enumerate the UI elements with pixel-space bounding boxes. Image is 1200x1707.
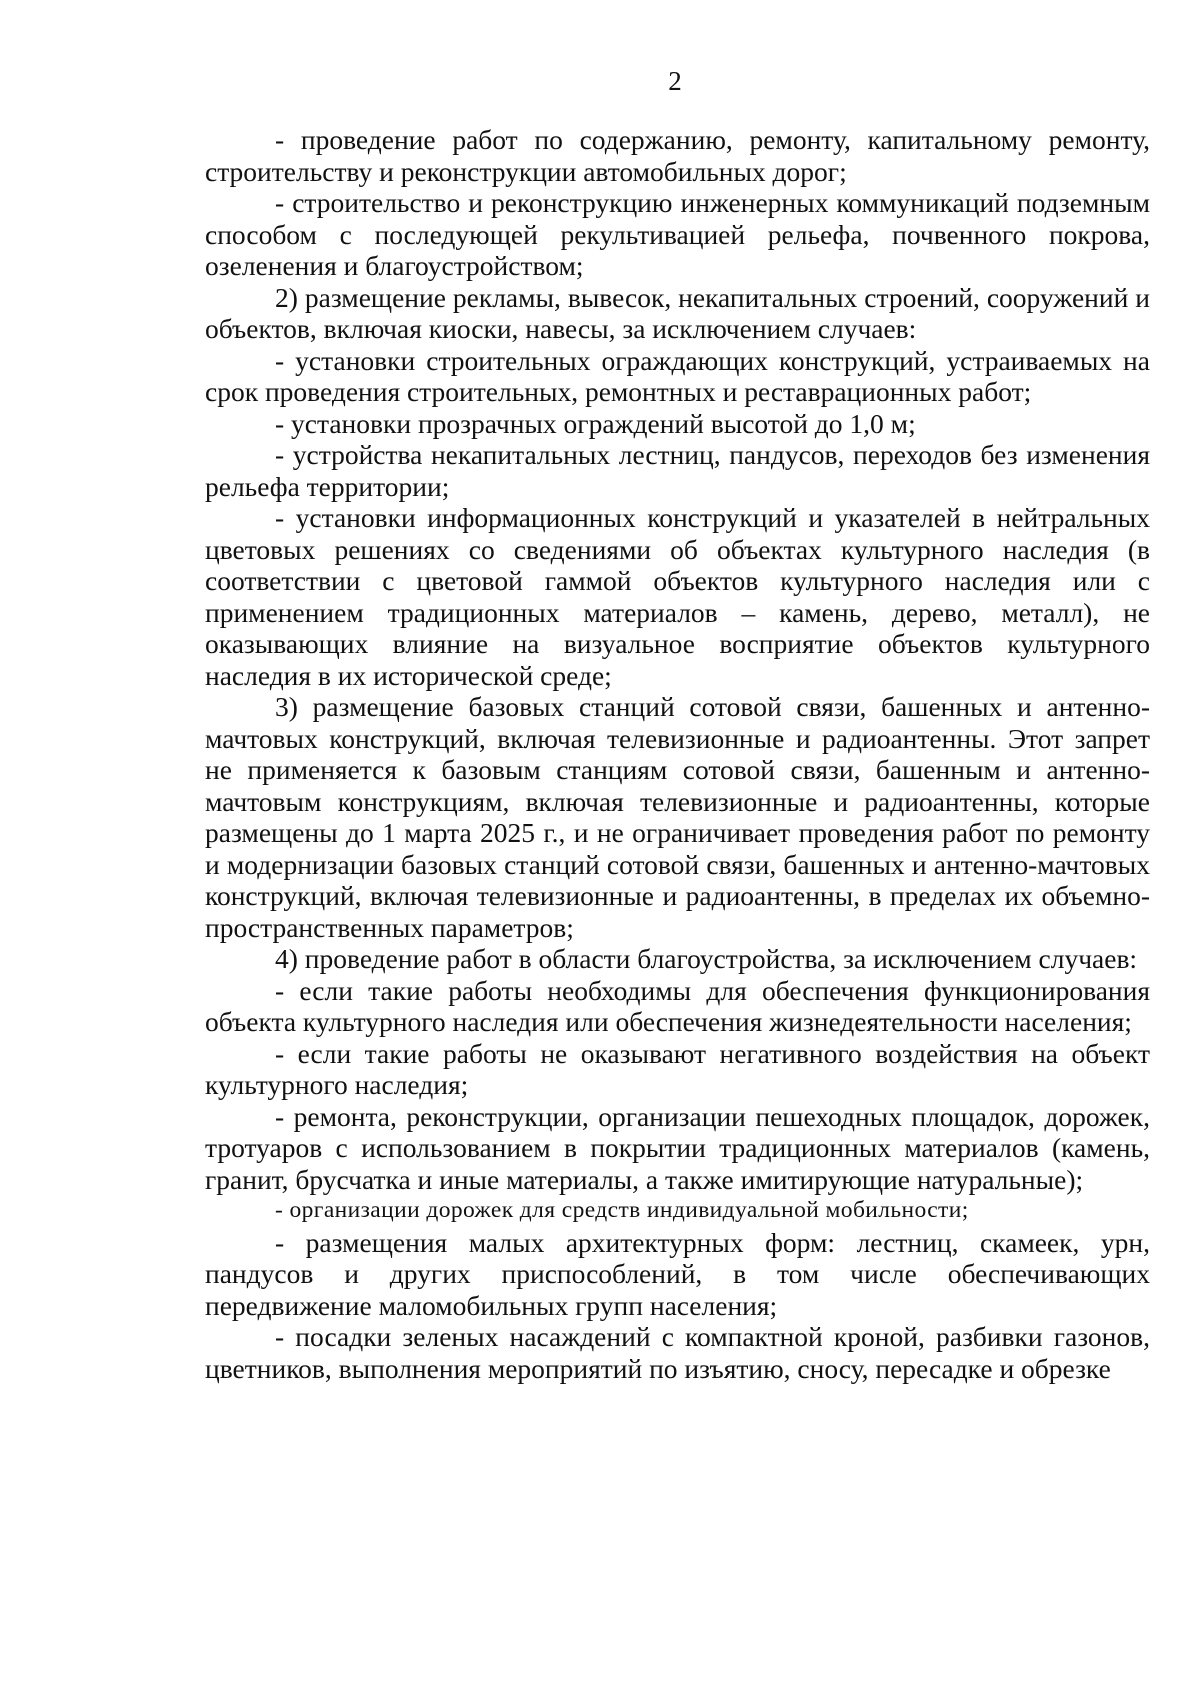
paragraph: 4) проведение работ в области благоустройства, за исключением случаев:	[275, 943, 1138, 974]
page-number: 2	[668, 66, 682, 96]
paragraph: - размещения малых архитектурных форм: лестниц, скамеек, урн, пандусов и других приспособлений, в том числе обеспечивающих передвижение маломобильных групп населения;	[205, 1226, 1150, 1321]
paragraph: 2) размещение рекламы, вывесок, некапитальных строений, сооружений и объектов, включая киоски, навесы, за исключением случаев:	[205, 281, 1150, 344]
document-body	[205, 124, 1150, 1384]
paragraph: - проведение работ по содержанию, ремонту, капитальному ремонту, строительству и реконструкции автомобильных дорог;	[205, 124, 1150, 187]
paragraph: - установки строительных ограждающих конструкций, устраиваемых на срок проведения строительных, ремонтных и реставрационных работ;	[205, 344, 1150, 407]
paragraph: - ремонта, реконструкции, организации пешеходных площадок, дорожек, тротуаров с использованием в покрытии традиционных материалов (камень, гранит, брусчатка и иные материалы, а также имитирующие натуральные);	[205, 1100, 1150, 1195]
paragraph: - установки прозрачных ограждений высотой до 1,0 м;	[275, 407, 916, 439]
paragraph: - строительство и реконструкцию инженерных коммуникаций подземным способом с последующей рекультивацией рельефа, почвенного покрова, озеленения и благоустройством;	[205, 187, 1150, 281]
paragraph: - если такие работы не оказывают негативного воздействия на объект культурного наследия;	[205, 1037, 1150, 1100]
paragraph: - организации дорожек для средств индивидуальной мобильности;	[275, 1197, 969, 1223]
paragraph: 3) размещение базовых станций сотовой связи, башенных и антенно-мачтовых конструкций, включая телевизионные и радиоантенны. Этот запрет не применяется к базовым станциям сотовой связи, башенным и антенно-мачтовым конструкциям, включая телевизионные и радиоантенны, которые размещены до 1 марта 2025 г., и не ограничивает проведения работ по ремонту и модернизации базовых станций сотовой связи, башенных и антенно-мачтовых конструкций, включая телевизионные и радиоантенны, в пределах их объемно-пространственных параметров;	[205, 691, 1150, 943]
paragraph: - установки информационных конструкций и указателей в нейтральных цветовых решениях со сведениями об объектах культурного наследия (в соответствии с цветовой гаммой объектов культурного наследия или с применением традиционных материалов – камень, дерево, металл), не оказывающих влияние на визуальное восприятие объектов культурного наследия в их исторической среде;	[205, 502, 1150, 691]
paragraph: - устройства некапитальных лестниц, пандусов, переходов без изменения рельефа территории;	[205, 439, 1150, 502]
paragraph: - посадки зеленых насаждений с компактной кроной, разбивки газонов, цветников, выполнения мероприятий по изъятию, сносу, пересадке и обрезке	[205, 1321, 1150, 1384]
paragraph: - если такие работы необходимы для обеспечения функционирования объекта культурного наследия или обеспечения жизнедеятельности населения;	[205, 974, 1150, 1037]
